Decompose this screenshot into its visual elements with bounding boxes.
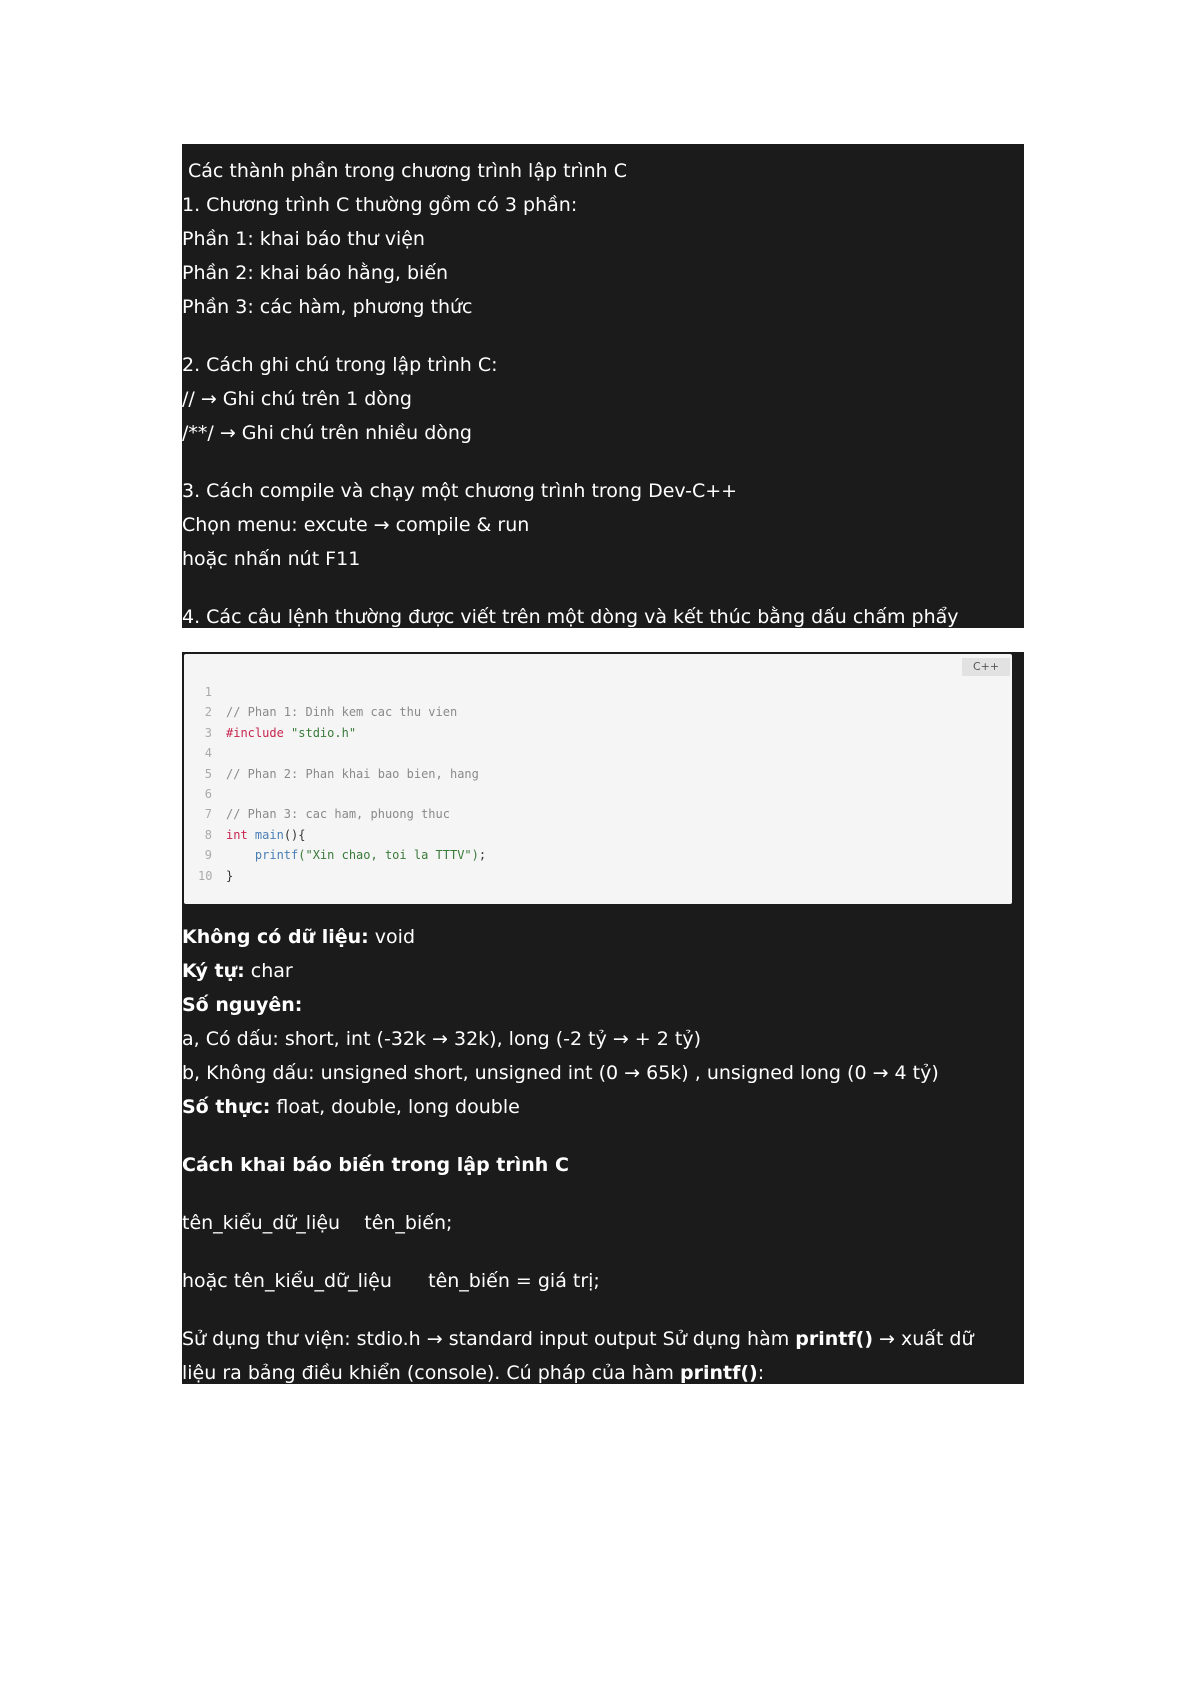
code-line	[198, 723, 486, 743]
section-3-item: hoặc nhấn nút F11	[182, 548, 361, 570]
line-number: 9	[204, 848, 212, 863]
line-number: 3	[204, 725, 212, 740]
code-line	[198, 866, 486, 886]
line-number: 6	[204, 786, 212, 801]
decl-syntax-2: hoặc tên_kiểu_dữ_liệu tên_biến = giá trị;	[182, 1270, 600, 1292]
type-void	[182, 920, 1024, 954]
code-text: (){	[283, 827, 306, 842]
section-2-item: // → Ghi chú trên 1 dòng	[182, 388, 412, 410]
type-label: Số thực:	[182, 1096, 271, 1118]
code-function: main	[254, 827, 284, 842]
line-number: 4	[204, 746, 212, 761]
code-text: ;	[478, 848, 487, 863]
code-keyword: int	[226, 827, 255, 842]
code-line	[198, 702, 486, 722]
line-number: 8	[204, 827, 212, 842]
printf-desc-line-2: liệu ra bảng điều khiển (console). Cú pháp của hàm printf():	[182, 1362, 765, 1384]
code-line	[198, 743, 486, 763]
code-block	[184, 654, 1012, 904]
type-int-unsigned: b, Không dấu: unsigned short, unsigned int (0 → 65k) , unsigned long (0 → 4 tỷ)	[182, 1062, 939, 1084]
type-label: Số nguyên:	[182, 994, 303, 1016]
decl-heading: Cách khai báo biến trong lập trình C	[182, 1154, 569, 1176]
code-comment: // Phan 3: cac ham, phuong thuc	[226, 807, 450, 822]
code-line	[198, 682, 486, 702]
code-line	[198, 784, 486, 804]
intro-section	[182, 144, 1024, 628]
code-line	[198, 804, 486, 824]
section-2-heading: 2. Cách ghi chú trong lập trình C:	[182, 354, 498, 376]
section-1-item: Phần 1: khai báo thư viện	[182, 228, 425, 250]
line-number: 1	[204, 685, 212, 699]
section-2-item: /**/ → Ghi chú trên nhiều dòng	[182, 422, 472, 444]
type-value: char	[244, 960, 293, 982]
type-float	[182, 1090, 1024, 1124]
code-string: "stdio.h"	[291, 725, 357, 740]
line-number: 7	[204, 807, 212, 822]
code-keyword: #include	[226, 725, 292, 740]
line-number: 10	[198, 868, 213, 883]
line-number: 2	[204, 705, 212, 720]
printf-desc-line-1: Sử dụng thư viện: stdio.h → standard input output Sử dụng hàm printf() → xuất dữ	[182, 1328, 974, 1350]
code-function: printf	[226, 848, 299, 863]
code-line	[198, 845, 486, 865]
types-section	[182, 652, 1024, 1384]
decl-syntax-1: tên_kiểu_dữ_liệu tên_biến;	[182, 1212, 453, 1234]
type-value: void	[368, 926, 416, 948]
section-1-item: Phần 2: khai báo hằng, biến	[182, 262, 449, 284]
section-3-item: Chọn menu: excute → compile & run	[182, 514, 530, 536]
code-lines	[198, 682, 486, 886]
code-language-badge[interactable]: C++	[962, 658, 1010, 676]
code-line	[198, 825, 486, 845]
section-1-heading: 1. Chương trình C thường gồm có 3 phần:	[182, 194, 578, 216]
code-line	[198, 764, 486, 784]
code-string: ("Xin chao, toi la TTTV")	[298, 848, 479, 863]
code-text: }	[226, 868, 234, 883]
section-title: Các thành phần trong chương trình lập trình C	[188, 160, 628, 182]
code-comment: // Phan 1: Dinh kem cac thu vien	[226, 705, 458, 720]
section-3-heading: 3. Cách compile và chạy một chương trình trong Dev-C++	[182, 480, 738, 502]
type-label: Không có dữ liệu:	[182, 926, 369, 948]
line-number: 5	[204, 766, 212, 781]
section-1-item: Phần 3: các hàm, phương thức	[182, 296, 473, 318]
type-int	[182, 988, 1024, 1022]
type-value: float, double, long double	[270, 1096, 520, 1118]
code-comment: // Phan 2: Phan khai bao bien, hang	[226, 766, 479, 781]
section-4-heading: 4. Các câu lệnh thường được viết trên một dòng và kết thúc bằng dấu chấm phẩy	[182, 606, 959, 628]
type-char	[182, 954, 1024, 988]
type-label: Ký tự:	[182, 960, 245, 982]
type-int-signed: a, Có dấu: short, int (-32k → 32k), long (-2 tỷ → + 2 tỷ)	[182, 1028, 702, 1050]
